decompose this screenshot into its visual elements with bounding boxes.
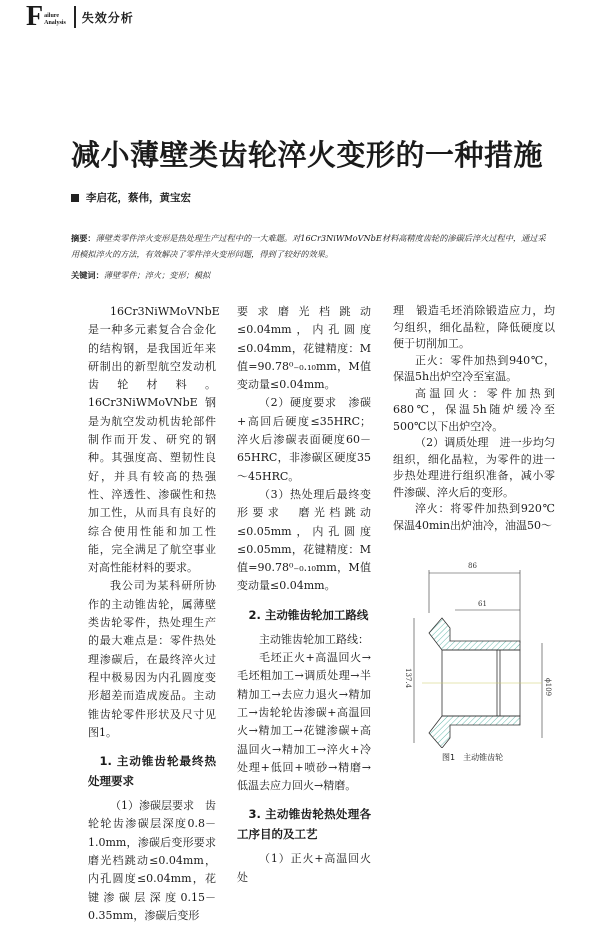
paragraph: （2）硬度要求 渗碳+高回后硬度≤35HRC；淬火后渗碳表面硬度60－65HRC，非渗碳区硬度35～45HRC。 (237, 396, 371, 483)
paragraph: （1）渗碳层要求 齿轮轮齿渗碳层深度0.8－1.0mm，渗碳后变形要求磨光档跳动≤0.04mm，内孔圆度≤0.04mm，花键渗碳层深度0.15－0.35mm，渗碳后变形 (88, 799, 216, 922)
column-1 (88, 303, 220, 925)
paragraph: 高温回火：零件加热到680℃，保温5h随炉缓冷至500℃以下出炉空冷。 (393, 386, 555, 433)
keywords (71, 268, 210, 282)
article-title: 减小薄壁类齿轮淬火变形的一种措施 (71, 138, 544, 172)
logo-sub2: Analysis (44, 20, 66, 26)
column-2 (237, 303, 371, 887)
column-3 (393, 303, 555, 534)
paragraph: （3）热处理后最终变形要求 磨光档跳动≤0.05mm，内孔圆度≤0.05mm，花键精度：M值=90.78⁰₋₀.₁₀mm，M值变动量≤0.04mm。 (237, 487, 371, 593)
logo-letter: F (26, 1, 44, 32)
section-name: 失效分析 (81, 10, 134, 25)
header-divider (74, 6, 76, 28)
dim-total: 86 (468, 562, 477, 570)
paragraph: 淬火：将零件加热到920℃保温40min出炉油冷，油温50～ (393, 502, 555, 532)
paragraph: 理 锻造毛坯消除锻造应力，均匀组织，细化晶粒，降低硬度以便于切削加工。 (393, 304, 555, 350)
abstract (71, 230, 547, 262)
paragraph: 主动锥齿轮加工路线： (259, 632, 369, 646)
authors (71, 190, 191, 205)
keywords-text: 薄壁零件；淬火；变形；模拟 (103, 270, 211, 280)
dim-inner: 61 (478, 600, 487, 608)
paragraph: 要求磨光档跳动≤0.04mm，内孔圆度≤0.04mm，花键精度：M值=90.78⁰₋₀.₁₀mm，M值变动量≤0.04mm。 (237, 305, 371, 392)
logo-subtitle (44, 13, 66, 27)
bullet-square-icon (71, 194, 79, 202)
section-heading: 2. 主动锥齿轮加工路线 (248, 607, 369, 622)
paragraph: 我公司为某科研所协作的主动锥齿轮，属薄壁类齿轮零件，热处理生产的最大难点是：零件热处理渗碳后，在最终淬火过程中极易因为内孔圆度变形超差而造成废品。主动锥齿轮零件形状及尺寸见图1。 (88, 579, 216, 739)
dim-bore: ϕ109 (544, 678, 552, 697)
paragraph: （1）正火+高温回火处 (237, 852, 371, 884)
paragraph: 16Cr3NiWMoVNbE是一种多元素复合合金化的结构钢，是我国近年来研制出的新型航空发动机齿轮材料。16Cr3NiWMoVNbE钢是为航空发动机齿轮部件制作而开发、研究的钢种。其强度高、塑韧性良好，并具有较高的热强性、淬透性、渗碳性和热加工性，从而具有良好的综合使用性能和加工性能，完全满足了航空事业对高性能材料的要求。 (88, 305, 220, 575)
section-heading: 1. 主动锥齿轮最终热处理要求 (88, 754, 216, 789)
keywords-label: 关键词： (71, 270, 104, 280)
abstract-text: 薄壁类零件淬火变形是热处理生产过程中的一大难题。对16Cr3NiWMoVNbE材料高精度齿轮的渗碳后淬火过程中，通过采用模拟淬火的方法，有效解决了零件淬火变形问题，得到了较好的效果。 (71, 233, 546, 259)
abstract-label: 摘要： (71, 233, 96, 243)
figure-caption: 图1 主动锥齿轮 (442, 753, 504, 762)
paragraph: 毛坯正火+高温回火→毛坯粗加工→调质处理→半精加工→去应力退火→精加工→齿轮轮齿渗碳+高温回火→精加工→花键渗碳+高温回火→精加工→淬火+冷处理+低回+喷砂→精磨→低温去应力回火→精磨。 (237, 651, 371, 793)
author-names: 李启花，蔡伟，黄宝宏 (86, 192, 191, 204)
paragraph: （2）调质处理 进一步均匀组织，细化晶粒，为零件的进一步热处理进行组织准备，减小零件渗碳、淬火后的变形。 (393, 436, 555, 499)
gear-drawing (402, 558, 552, 748)
journal-header (26, 1, 134, 32)
section-heading: 3. 主动锥齿轮热处理各工序目的及工艺 (237, 807, 371, 842)
logo-sub1: ailure (44, 13, 59, 19)
paragraph: 正火：零件加热到940℃，保温5h出炉空冷至室温。 (393, 353, 555, 383)
dim-od: 137.4 (404, 668, 412, 689)
